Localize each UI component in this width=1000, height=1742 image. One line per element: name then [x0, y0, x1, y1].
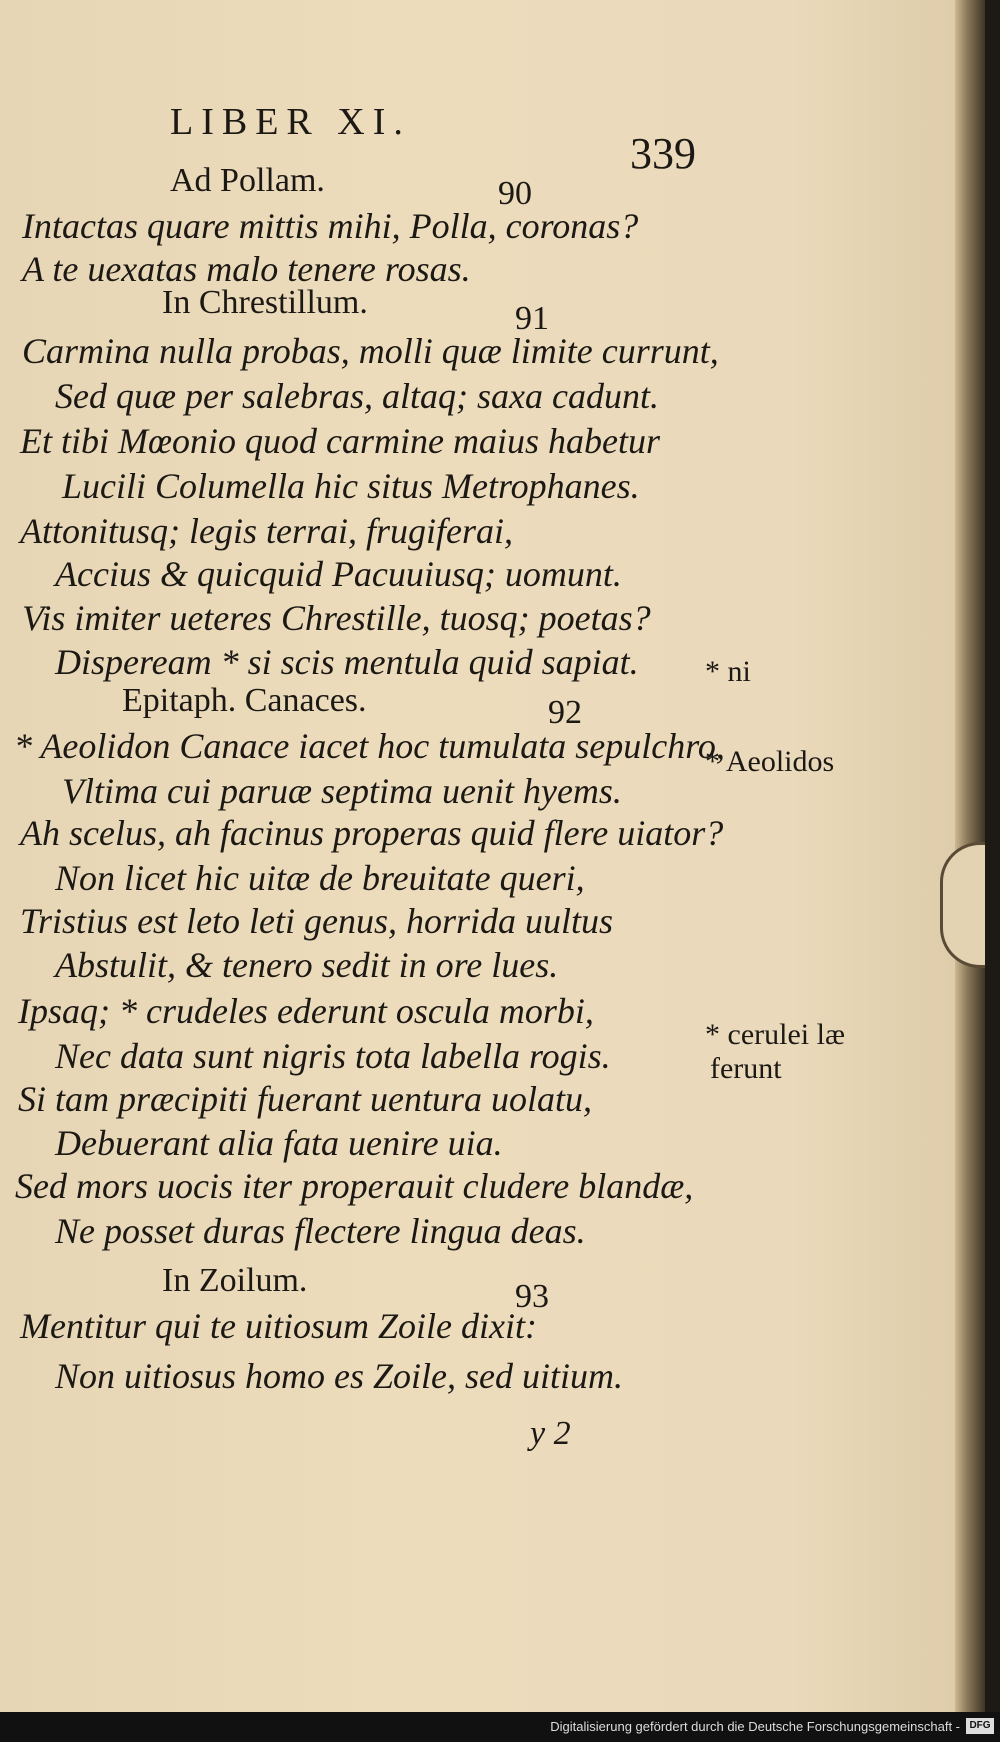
dfg-logo-icon: DFG [966, 1718, 994, 1734]
folio-number: 339 [630, 129, 696, 178]
verse-line: Non licet hic uitæ de breuitate queri, [55, 858, 585, 898]
verse-line: Intactas quare mittis mihi, Polla, coronas? [22, 206, 639, 246]
poem-title: Ad Pollam. [170, 162, 325, 199]
verse-line: Abstulit, & tenero sedit in ore lues. [55, 945, 559, 985]
poem-number: 93 [515, 1278, 549, 1315]
footer-credit: Digitalisierung gefördert durch die Deutsche Forschungsgemeinschaft - [550, 1719, 960, 1734]
marginal-note: ferunt [710, 1052, 782, 1085]
verse-line: Ah scelus, ah facinus properas quid flere uiator? [20, 813, 724, 853]
poem-title: In Chrestillum. [162, 284, 368, 321]
verse-line: A te uexatas malo tenere rosas. [22, 249, 471, 289]
poem-number: 91 [515, 300, 549, 337]
verse-line: Non uitiosus homo es Zoile, sed uitium. [55, 1356, 624, 1396]
verse-line: Tristius est leto leti genus, horrida uultus [20, 901, 614, 941]
poem-title: In Zoilum. [162, 1262, 308, 1299]
verse-line: Debuerant alia fata uenire uia. [55, 1123, 503, 1163]
verse-line: Lucili Columella hic situs Metrophanes. [62, 466, 640, 506]
verse-line: Dispeream * si scis mentula quid sapiat. [55, 642, 639, 682]
verse-line: Et tibi Mœonio quod carmine maius habetur [20, 421, 660, 461]
verse-line: Sed mors uocis iter properauit cludere blandæ, [15, 1166, 694, 1206]
running-head: LIBER XI. [170, 101, 411, 143]
marginal-note: * Aeolidos [705, 745, 835, 778]
signature-mark: y 2 [530, 1415, 571, 1452]
poem-number: 92 [548, 694, 582, 731]
verse-line: Mentitur qui te uitiosum Zoile dixit: [20, 1306, 537, 1346]
verse-line: Ipsaq; * crudeles ederunt oscula morbi, [18, 991, 594, 1031]
poem-number: 90 [498, 175, 532, 212]
verse-line: Carmina nulla probas, molli quæ limite currunt, [22, 331, 719, 371]
verse-line: * Aeolidon Canace iacet hoc tumulata sepulchro, [14, 726, 725, 766]
poem-title: Epitaph. Canaces. [122, 682, 367, 719]
marginal-note: * cerulei læ [705, 1018, 845, 1051]
verse-line: Accius & quicquid Pacuuiusq; uomunt. [55, 554, 622, 594]
page-fold-tab [940, 842, 985, 968]
footer-bar [0, 1712, 1000, 1742]
verse-line: Ne posset duras flectere lingua deas. [55, 1211, 586, 1251]
verse-line: Sed quæ per salebras, altaq; saxa cadunt. [55, 376, 659, 416]
verse-line: Attonitusq; legis terrai, frugiferai, [20, 511, 513, 551]
verse-line: Vis imiter ueteres Chrestille, tuosq; poetas? [22, 598, 651, 638]
verse-line: Vltima cui paruæ septima uenit hyems. [62, 771, 622, 811]
verse-line: Si tam præcipiti fuerant uentura uolatu, [18, 1079, 592, 1119]
verse-line: Nec data sunt nigris tota labella rogis. [55, 1036, 611, 1076]
marginal-note: * ni [705, 655, 751, 688]
